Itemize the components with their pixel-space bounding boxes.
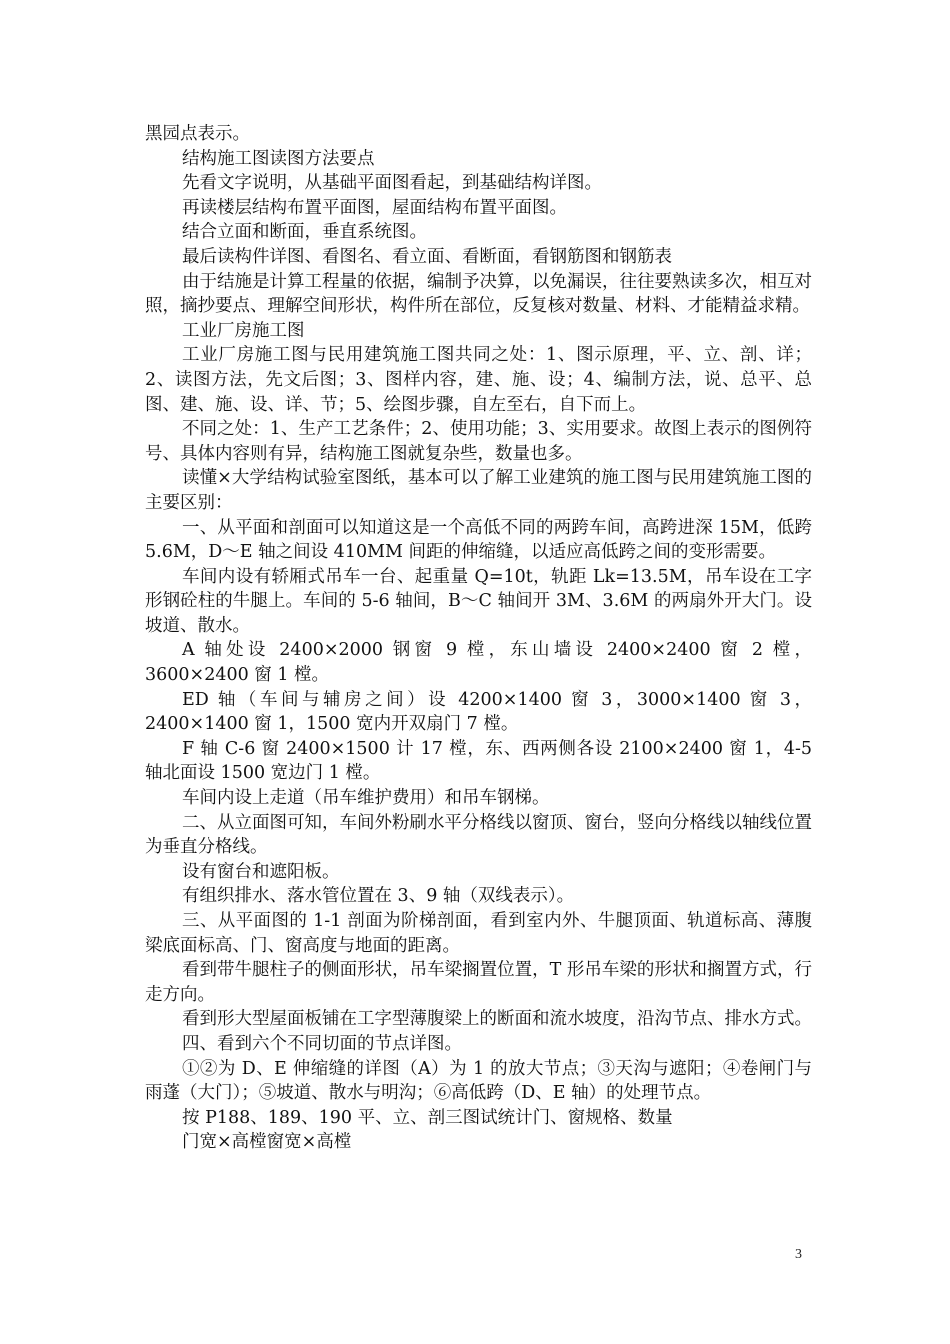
- paragraph: 工业厂房施工图与民用建筑施工图共同之处：1、图示原理，平、立、剖、详；2、读图方法，先文后图；3、图样内容，建、施、设；4、编制方法，说、总平、总图、建、施、设、详、节；5、绘图步骤，自左至右，自下而上。: [145, 345, 812, 415]
- paragraph: 先看文字说明，从基础平面图看起，到基础结构详图。: [182, 173, 602, 194]
- paragraph: 最后读构件详图、看图名、看立面、看断面，看钢筋图和钢筋表: [182, 246, 672, 267]
- paragraph: 二、从立面图可知，车间外粉刷水平分格线以窗顶、窗台，竖向分格线以轴线位置为垂直分格线。: [145, 812, 812, 858]
- paragraph: 有组织排水、落水管位置在 3、9 轴（双线表示）。: [182, 886, 575, 907]
- paragraph-continuation: 黑园点表示。: [145, 124, 250, 144]
- paragraph: 车间内设有轿厢式吊车一台、起重量 Q=10t，轨距 Lk=13.5M，吊车设在工字形钢砼柱的牛腿上。车间的 5-6 轴间，B～C 轴间开 3M、3.6M 的两扇外开大门。设坡道、散水。: [145, 566, 812, 636]
- paragraph: 按 P188、189、190 平、立、剖三图试统计门、窗规格、数量: [182, 1107, 673, 1128]
- paragraph: ①②为 D、E 伸缩缝的详图（A）为 1 的放大节点；③天沟与遮阳；④卷闸门与雨蓬（大门）；⑤坡道、散水与明沟；⑥高低跨（D、E 轴）的处理节点。: [145, 1058, 812, 1104]
- paragraph: 看到带牛腿柱子的侧面形状，吊车梁搁置位置，T 形吊车梁的形状和搁置方式，行走方向。: [145, 960, 812, 1005]
- paragraph: 看到形大型屋面板铺在工字型薄腹梁上的断面和流水坡度，沿沟节点、排水方式。: [182, 1009, 812, 1030]
- section-heading-industrial-plant: 工业厂房施工图: [182, 320, 305, 341]
- paragraph: 结合立面和断面，垂直系统图。: [182, 222, 427, 243]
- paragraph: 设有窗台和遮阳板。: [182, 861, 340, 882]
- paragraph: 读懂×大学结构试验室图纸，基本可以了解工业建筑的施工图与民用建筑施工图的主要区别：: [145, 468, 812, 513]
- paragraph: 三、从平面图的 1-1 剖面为阶梯剖面，看到室内外、牛腿顶面、轨道标高、薄腹梁底面标高、门、窗高度与地面的距离。: [145, 911, 812, 956]
- page-number: 3: [795, 1247, 802, 1262]
- paragraph: 车间内设上走道（吊车维护费用）和吊车钢梯。: [182, 788, 550, 809]
- paragraph: 再读楼层结构布置平面图，屋面结构布置平面图。: [182, 197, 567, 218]
- paragraph: A 轴处设 2400×2000 钢窗 9 樘，东山墙设 2400×2400 窗 2 樘，3600×2400 窗 1 樘。: [145, 640, 812, 686]
- paragraph: ED 轴（车间与辅房之间）设 4200×1400 窗 3，3000×1400 窗 3，2400×1400 窗 1，1500 宽内开双扇门 7 樘。: [145, 689, 812, 735]
- paragraph: F 轴 C-6 窗 2400×1500 计 17 樘，东、西两侧各设 2100×2400 窗 1，4-5 轴北面设 1500 宽边门 1 樘。: [145, 738, 812, 784]
- paragraph: 四、看到六个不同切面的节点详图。: [182, 1033, 462, 1054]
- document-body: [145, 122, 812, 1155]
- paragraph: 由于结施是计算工程量的依据，编制予决算，以免漏误，往往要熟读多次，相互对照，摘抄要点、理解空间形状，构件所在部位，反复核对数量、材料、才能精益求精。: [145, 271, 812, 317]
- paragraph: 门宽×高樘窗宽×高樘: [182, 1132, 352, 1153]
- paragraph: 一、从平面和剖面可以知道这是一个高低不同的两跨车间，高跨进深 15M，低跨 5.6M，D～E 轴之间设 410MM 间距的伸缩缝，以适应高低跨之间的变形需要。: [145, 517, 812, 563]
- paragraph: 不同之处：1、生产工艺条件；2、使用功能；3、实用要求。故图上表示的图例符号、具体内容则有异，结构施工图就复杂些，数量也多。: [145, 419, 812, 464]
- section-heading-structure-reading: 结构施工图读图方法要点: [182, 148, 375, 169]
